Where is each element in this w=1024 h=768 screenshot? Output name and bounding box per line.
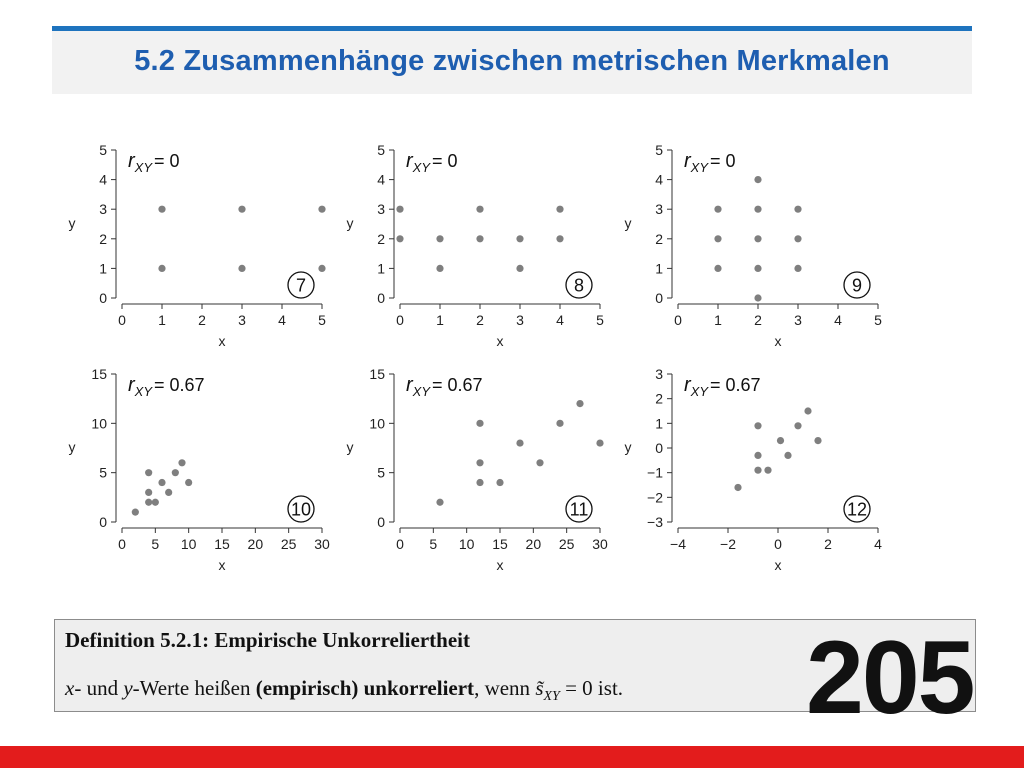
scatter-point [556,235,563,242]
y-tick-label: 4 [377,171,385,188]
scatter-point [754,235,761,242]
definition-var-y: y [123,676,133,700]
y-tick-label: 5 [655,142,663,158]
y-tick-label: 0 [655,440,663,456]
scatter-panel-7 [60,138,340,358]
scatter-point [476,479,483,486]
correlation-label [684,150,736,175]
scatter-point [814,437,821,444]
scatter-chart-7 [60,138,340,358]
x-tick-label: 4 [874,536,882,552]
x-tick-label: 2 [824,536,832,552]
scatter-point [158,479,165,486]
x-tick-label: 1 [436,312,444,328]
x-tick-label: 3 [516,312,524,328]
scatter-point [496,479,503,486]
x-tick-label: 4 [556,312,564,328]
y-axis-label: y [346,439,354,455]
y-tick-label: 10 [91,415,107,432]
x-axis-label: x [496,333,504,349]
correlation-value: = 0.67 [432,375,483,395]
correlation-symbol: r [684,374,691,396]
scatter-point [576,400,583,407]
scatter-point [516,265,523,272]
scatter-point [318,206,325,213]
y-tick-label: 0 [655,290,663,306]
scatter-point [754,265,761,272]
scatter-point [152,499,159,506]
scatter-panel-12 [616,362,896,582]
scatter-point [516,439,523,446]
scatter-point [777,437,784,444]
y-axis-label: y [68,215,76,231]
scatter-point [145,469,152,476]
definition-formula-sub: XY [543,689,560,705]
scatter-chart-11 [338,362,618,582]
correlation-subscript: XY [134,160,153,175]
y-tick-label: 5 [99,142,107,158]
scatter-point [185,479,192,486]
correlation-subscript: XY [134,384,153,399]
correlation-value: = 0 [154,151,180,171]
panel-number-label: 7 [295,275,307,296]
definition-text-end: = 0 ist. [559,676,624,700]
x-tick-label: 0 [118,536,126,552]
y-tick-label: 15 [91,366,107,382]
scatter-point [784,452,791,459]
scatter-point [132,509,139,516]
scatter-point [754,294,761,301]
x-tick-label: 0 [118,312,126,328]
x-tick-label: 20 [525,536,542,552]
x-tick-label: 25 [558,536,575,552]
y-tick-label: 3 [99,201,107,218]
x-tick-label: 10 [458,536,475,552]
y-tick-label: 3 [377,201,385,218]
y-tick-label: −2 [647,489,663,506]
scatter-point [714,235,721,242]
y-tick-label: 15 [369,366,385,382]
y-tick-label: 2 [655,230,663,247]
x-tick-label: 3 [238,312,246,328]
x-tick-label: 3 [794,312,802,328]
correlation-value: = 0.67 [154,375,205,395]
y-tick-label: −3 [647,514,663,530]
x-tick-label: 5 [874,312,882,328]
y-tick-label: 0 [99,290,107,306]
x-tick-label: 0 [674,312,682,328]
scatter-chart-10 [60,362,340,582]
correlation-label [684,374,761,399]
correlation-symbol: r [406,374,413,396]
correlation-value: = 0.67 [710,375,761,395]
scatter-point [476,459,483,466]
x-tick-label: 5 [429,536,438,552]
scatter-chart-9 [616,138,896,358]
definition-bold-phrase: (empirisch) unkorreliert [255,676,475,700]
panel-number-label: 10 [290,499,312,520]
scatter-point [158,265,165,272]
scatter-point [734,484,741,491]
scatter-point [794,235,801,242]
scatter-point [145,499,152,506]
scatter-point [754,422,761,429]
scatter-point [145,489,152,496]
x-tick-label: 20 [247,536,264,552]
x-axis-label: x [774,333,782,349]
scatter-panel-11 [338,362,618,582]
correlation-symbol: r [684,150,691,172]
scatter-point [794,265,801,272]
scatter-point [536,459,543,466]
y-tick-label: 5 [377,142,385,158]
y-tick-label: 2 [377,230,385,247]
scatter-chart-8 [338,138,618,358]
x-tick-label: 2 [198,312,206,328]
scatter-panel-8 [338,138,618,358]
footer-bar [0,746,1024,768]
scatter-point [476,235,483,242]
panel-number-label: 8 [573,275,585,296]
y-tick-label: 2 [655,390,663,407]
scatter-point [804,407,811,414]
y-tick-label: 0 [99,514,107,530]
y-tick-label: 4 [655,171,663,188]
panel-number-label: 12 [846,499,868,520]
correlation-label [406,150,458,175]
x-axis-label: x [774,557,782,573]
correlation-symbol: r [128,150,135,172]
scatter-point [476,206,483,213]
panel-number-label: 9 [851,275,863,296]
scatter-point [714,265,721,272]
scatter-point [436,235,443,242]
definition-title: Definition 5.2.1: Empirische Unkorreliertheit [65,628,470,652]
definition-text-werte: -Werte heißen [132,676,256,700]
y-tick-label: 3 [655,366,663,382]
x-axis-label: x [496,557,504,573]
correlation-subscript: XY [690,384,709,399]
x-tick-label: 15 [492,536,508,552]
scatter-point [238,206,245,213]
definition-text-wenn: , wenn [474,676,536,700]
scatter-point [476,420,483,427]
scatter-point [158,206,165,213]
panel-number-label: 11 [569,499,589,520]
correlation-subscript: XY [412,160,431,175]
header-bar [52,26,972,94]
y-tick-label: 4 [99,171,107,188]
scatter-point [556,420,563,427]
scatter-point [754,452,761,459]
correlation-value: = 0 [710,151,736,171]
scatter-point [436,499,443,506]
scatter-panel-10 [60,362,340,582]
scatter-point [516,235,523,242]
correlation-subscript: XY [690,160,709,175]
scatter-point [794,206,801,213]
y-tick-label: 1 [99,260,107,277]
y-tick-label: 0 [377,514,385,530]
y-axis-label: y [624,439,632,455]
y-tick-label: 1 [377,260,385,277]
x-tick-label: 1 [158,312,166,328]
x-tick-label: −2 [720,536,736,552]
x-tick-label: 1 [714,312,722,328]
y-tick-label: 5 [99,464,107,481]
correlation-symbol: r [406,150,413,172]
x-tick-label: 5 [596,312,604,328]
x-tick-label: 4 [834,312,842,328]
y-tick-label: 0 [377,290,385,306]
page-title: 5.2 Zusammenhänge zwischen metrischen Merkmalen [134,45,890,77]
scatter-point [754,176,761,183]
x-tick-label: 10 [180,536,197,552]
y-axis-label: y [346,215,354,231]
scatter-point [556,206,563,213]
scatter-point [754,206,761,213]
y-tick-label: 1 [655,260,663,277]
definition-text-und: - und [74,676,124,700]
x-axis-label: x [218,557,226,573]
scatter-point [754,467,761,474]
correlation-subscript: XY [412,384,431,399]
x-tick-label: 0 [396,312,404,328]
definition-formula: s̃ [535,676,544,700]
scatter-point [178,459,185,466]
scatter-point [318,265,325,272]
scatter-point [764,467,771,474]
correlation-label [128,150,180,175]
x-tick-label: 2 [754,312,762,328]
y-axis-label: y [68,439,76,455]
x-axis-label: x [218,333,226,349]
scatter-chart-12 [616,362,896,582]
x-tick-label: 0 [396,536,404,552]
x-tick-label: 4 [278,312,286,328]
x-tick-label: 30 [314,536,330,552]
x-tick-label: 0 [774,536,782,552]
definition-body [65,676,623,705]
scatter-point [794,422,801,429]
scatter-point [396,206,403,213]
x-tick-label: 15 [214,536,230,552]
y-tick-label: 5 [377,464,385,481]
x-tick-label: 5 [318,312,326,328]
x-tick-label: 2 [476,312,484,328]
correlation-label [128,374,205,399]
y-tick-label: 1 [655,415,663,432]
y-axis-label: y [624,215,632,231]
scatter-point [714,206,721,213]
correlation-symbol: r [128,374,135,396]
scatter-panel-9 [616,138,896,358]
scatter-point [596,439,603,446]
scatter-point [436,265,443,272]
scatter-point [172,469,179,476]
x-tick-label: 30 [592,536,608,552]
scatter-point [396,235,403,242]
x-tick-label: 5 [151,536,160,552]
page-number: 205 [806,620,974,736]
correlation-value: = 0 [432,151,458,171]
y-tick-label: 3 [655,201,663,218]
correlation-label [406,374,483,399]
y-tick-label: 10 [369,415,385,432]
scatter-point [165,489,172,496]
x-tick-label: 25 [280,536,297,552]
scatter-point [238,265,245,272]
definition-var-x: x [65,676,75,700]
x-tick-label: −4 [670,536,686,552]
y-tick-label: −1 [647,464,663,481]
y-tick-label: 2 [99,230,107,247]
